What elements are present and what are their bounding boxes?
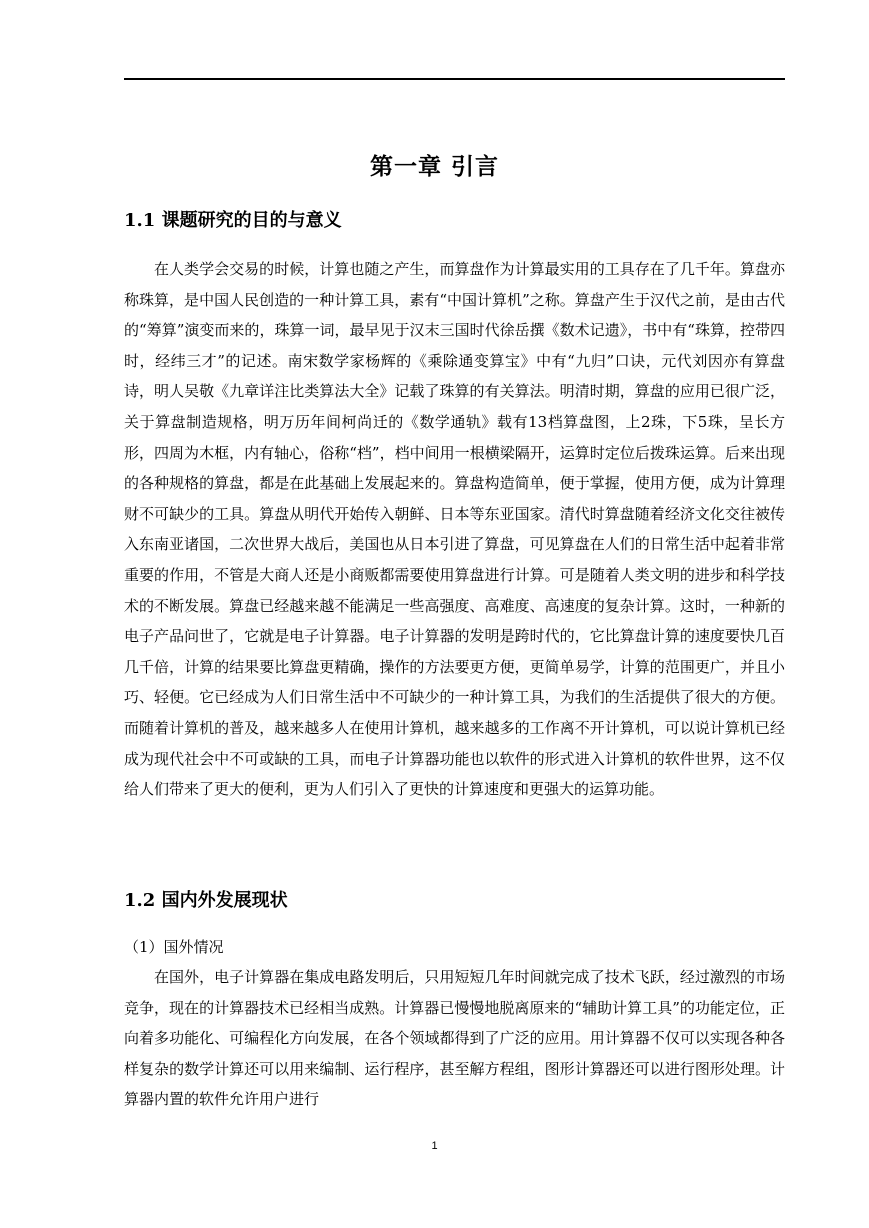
chapter-title: 第一章 引言 xyxy=(369,153,499,180)
section-1-2-paragraph: 在国外，电子计算器在集成电路发明后，只用短短几年时间就完成了技术飞跃，经过激烈的市场竞争，现在的计算器技术已经相当成熟。计算器已慢慢地脱离原来的“辅助计算工具”的功能定位，正向着多功能化、可编程化方向发展，在各个领域都得到了广泛的应用。用计算器不仅可以实现各种各样复杂的数学计算还可以用来编制、运行程序，甚至解方程组，图形计算器还可以进行图形处理。计算器内置的软件允许用户进行 xyxy=(124,968,785,1109)
section-heading-1-2: 1.2 国内外发展现状 xyxy=(124,890,288,911)
section-1-1-paragraph: 在人类学会交易的时候，计算也随之产生，而算盘作为计算最实用的工具存在了几千年。算盘亦称珠算，是中国人民创造的一种计算工具，素有“中国计算机”之称。算盘产生于汉代之前，是由古代的“筹算”演变而来的，珠算一词，最早见于汉末三国时代徐岳撰《数术记遗》，书中有“珠算，控带四时，经纬三才”的记述。南宋数学家杨辉的《乘除通变算宝》中有“九归”口诀，元代刘因亦有算盘诗，明人吴敬《九章详注比类算法大全》记载了珠算的有关算法。明清时期，算盘的应用已很广泛，关于算盘制造规格，明万历年间柯尚迁的《数学通轨》载有13档算盘图，上2珠，下5珠，呈长方形，四周为木框，内有轴心，俗称“档”，档中间用一根横梁隔开，运算时定位后拨珠运算。后来出现的各种规格的算盘，都是在此基础上发展起来的。算盘构造简单，便于掌握，使用方便，成为计算理财不可缺少的工具。算盘从明代开始传入朝鲜、日本等东亚国家。清代时算盘随着经济文化交往被传入东南亚诸国，二次世界大战后，美国也从日本引进了算盘，可见算盘在人们的日常生活中起着非常重要的作用，不管是大商人还是小商贩都需要使用算盘进行计算。可是随着人类文明的进步和科学技术的不断发展。算盘已经越来越不能满足一些高强度、高难度、高速度的复杂计算。这时，一种新的电子产品问世了，它就是电子计算器。电子计算器的发明是跨时代的，它比算盘计算的速度要快几百几千倍，计算的结果要比算盘更精确，操作的方法要更方便，更简单易学，计算的范围更广，并且小巧、轻便。它已经成为人们日常生活中不可缺少的一种计算工具，为我们的生活提供了很大的方便。而随着计算机的普及，越来越多人在使用计算机，越来越多的工作离不开计算机，可以说计算机已经成为现代社会中不可或缺的工具，而电子计算器功能也以软件的形式进入计算机的软件世界，这不仅给人们带来了更大的便利，更为人们引入了更快的计算速度和更强大的运算功能。 xyxy=(124,260,785,799)
section-heading-1-1: 1.1 课题研究的目的与意义 xyxy=(124,210,342,231)
subsection-heading-foreign: （1）国外情况 xyxy=(124,938,224,956)
header-rule xyxy=(124,78,785,80)
page-number: 1 xyxy=(431,1140,438,1152)
